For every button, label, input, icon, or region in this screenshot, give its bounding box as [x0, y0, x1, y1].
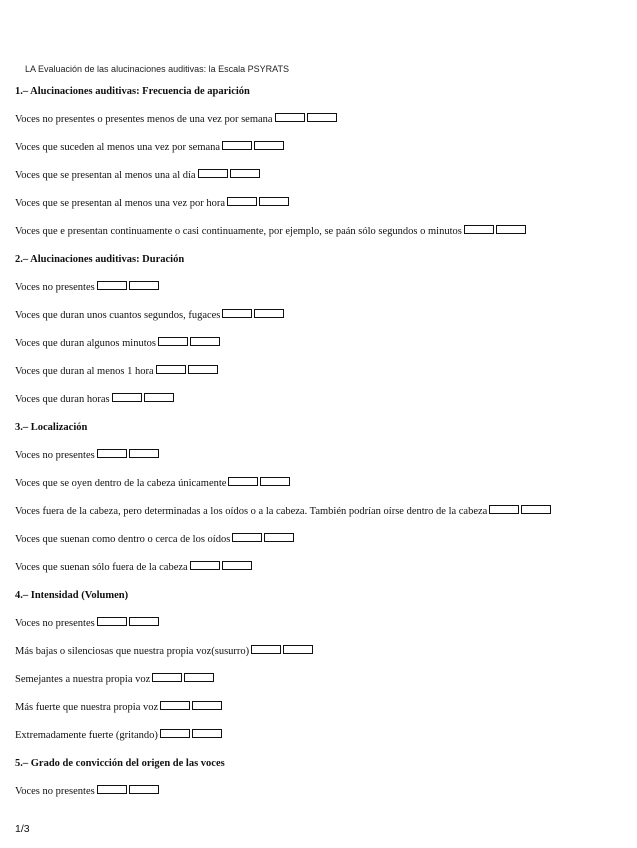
checkbox-field[interactable] — [251, 645, 281, 654]
answer-boxes — [97, 617, 159, 626]
answer-boxes — [222, 141, 284, 150]
checkbox-field[interactable] — [144, 393, 174, 402]
checkbox-field[interactable] — [97, 785, 127, 794]
checkbox-field[interactable] — [260, 477, 290, 486]
checkbox-field[interactable] — [97, 281, 127, 290]
answer-boxes — [97, 449, 159, 458]
answer-option — [15, 142, 630, 170]
answer-label: Voces que duran algunos minutos — [15, 338, 156, 349]
checkbox-field[interactable] — [222, 141, 252, 150]
answer-boxes — [227, 197, 289, 206]
answer-boxes — [112, 393, 174, 402]
answer-boxes — [190, 561, 252, 570]
checkbox-field[interactable] — [222, 309, 252, 318]
answer-boxes — [97, 785, 159, 794]
answer-boxes — [156, 365, 218, 374]
checkbox-field[interactable] — [190, 561, 220, 570]
answer-boxes — [97, 281, 159, 290]
checkbox-field[interactable] — [112, 393, 142, 402]
answer-label: Voces que se presentan al menos una vez por hora — [15, 198, 226, 209]
answer-boxes — [160, 701, 222, 710]
checkbox-field[interactable] — [160, 701, 190, 710]
answer-label: Voces no presentes o presentes menos de una vez por semana — [15, 114, 273, 125]
answer-label: Más fuerte que nuestra propia voz — [15, 702, 159, 713]
checkbox-field[interactable] — [158, 337, 188, 346]
answer-label: Voces que se oyen dentro de la cabeza únicamente — [15, 478, 227, 489]
answer-option — [15, 394, 630, 422]
answer-option — [15, 562, 630, 590]
checkbox-field[interactable] — [198, 169, 228, 178]
checkbox-field[interactable] — [259, 197, 289, 206]
checkbox-field[interactable] — [283, 645, 313, 654]
checkbox-field[interactable] — [129, 785, 159, 794]
answer-option — [15, 114, 630, 142]
answer-option — [15, 450, 630, 478]
answer-option — [15, 786, 630, 814]
answer-boxes — [232, 533, 294, 542]
section-title-frecuencia: 1.– Alucinaciones auditivas: Frecuencia de aparición — [15, 86, 250, 97]
answer-option — [15, 198, 630, 226]
section-title-conviccion: 5.– Grado de convicción del origen de las voces — [15, 758, 225, 769]
checkbox-field[interactable] — [228, 477, 258, 486]
checkbox-field[interactable] — [129, 281, 159, 290]
answer-option — [15, 702, 630, 730]
questionnaire — [15, 86, 630, 814]
answer-option — [15, 366, 630, 394]
checkbox-field[interactable] — [230, 169, 260, 178]
answer-boxes — [152, 673, 214, 682]
section-title-intensidad: 4.– Intensidad (Volumen) — [15, 590, 129, 601]
checkbox-field[interactable] — [190, 337, 220, 346]
answer-label: Voces que suenan como dentro o cerca de los oídos — [15, 534, 231, 545]
checkbox-field[interactable] — [192, 701, 222, 710]
answer-label: Voces que suceden al menos una vez por semana — [15, 142, 221, 153]
checkbox-field[interactable] — [222, 561, 252, 570]
page-number: 1/3 — [15, 823, 30, 835]
answer-option — [15, 170, 630, 198]
answer-boxes — [158, 337, 220, 346]
answer-boxes — [198, 169, 260, 178]
checkbox-field[interactable] — [521, 505, 551, 514]
answer-label: Extremadamente fuerte (gritando) — [15, 730, 158, 741]
answer-label: Voces que duran unos cuantos segundos, fugaces — [15, 310, 221, 321]
answer-option — [15, 226, 630, 254]
checkbox-field[interactable] — [192, 729, 222, 738]
checkbox-field[interactable] — [264, 533, 294, 542]
checkbox-field[interactable] — [188, 365, 218, 374]
answer-option — [15, 646, 630, 674]
answer-label: Voces no presentes — [15, 282, 95, 293]
answer-option — [15, 506, 630, 534]
answer-boxes — [251, 645, 313, 654]
answer-option — [15, 478, 630, 506]
answer-boxes — [160, 729, 222, 738]
answer-label: Voces que e presentan continuamente o casi continuamente, por ejemplo, se paán sólo segundos o minutos — [15, 226, 462, 237]
checkbox-field[interactable] — [156, 365, 186, 374]
answer-label: Voces fuera de la cabeza, pero determinadas a los oídos o a la cabeza. También podrían oírse dentro de la cabeza — [15, 506, 488, 517]
checkbox-field[interactable] — [496, 225, 526, 234]
answer-option — [15, 674, 630, 702]
answer-label: Voces que duran horas — [15, 394, 110, 405]
checkbox-field[interactable] — [254, 141, 284, 150]
answer-option — [15, 338, 630, 366]
checkbox-field[interactable] — [129, 617, 159, 626]
answer-option — [15, 282, 630, 310]
answer-label: Semejantes a nuestra propia voz — [15, 674, 151, 685]
answer-boxes — [275, 113, 337, 122]
checkbox-field[interactable] — [129, 449, 159, 458]
checkbox-field[interactable] — [160, 729, 190, 738]
checkbox-field[interactable] — [97, 449, 127, 458]
checkbox-field[interactable] — [254, 309, 284, 318]
checkbox-field[interactable] — [464, 225, 494, 234]
checkbox-field[interactable] — [307, 113, 337, 122]
answer-label: Más bajas o silenciosas que nuestra propia voz(susurro) — [15, 646, 250, 657]
answer-boxes — [489, 505, 551, 514]
answer-label: Voces no presentes — [15, 618, 95, 629]
checkbox-field[interactable] — [227, 197, 257, 206]
section-title-localizacion: 3.– Localización — [15, 422, 88, 433]
answer-boxes — [464, 225, 526, 234]
answer-label: Voces no presentes — [15, 450, 95, 461]
checkbox-field[interactable] — [184, 673, 214, 682]
answer-label: Voces que se presentan al menos una al día — [15, 170, 196, 181]
answer-option — [15, 534, 630, 562]
checkbox-field[interactable] — [232, 533, 262, 542]
answer-option — [15, 310, 630, 338]
checkbox-field[interactable] — [489, 505, 519, 514]
page-header: LA Evaluación de las alucinaciones auditivas: la Escala PSYRATS — [25, 64, 289, 74]
section-title-duracion: 2.– Alucinaciones auditivas: Duración — [15, 254, 185, 265]
answer-label: Voces que suenan sólo fuera de la cabeza — [15, 562, 188, 573]
answer-boxes — [222, 309, 284, 318]
checkbox-field[interactable] — [275, 113, 305, 122]
checkbox-field[interactable] — [97, 617, 127, 626]
answer-boxes — [228, 477, 290, 486]
checkbox-field[interactable] — [152, 673, 182, 682]
answer-option — [15, 730, 630, 758]
answer-label: Voces no presentes — [15, 786, 95, 797]
answer-label: Voces que duran al menos 1 hora — [15, 366, 154, 377]
answer-option — [15, 618, 630, 646]
